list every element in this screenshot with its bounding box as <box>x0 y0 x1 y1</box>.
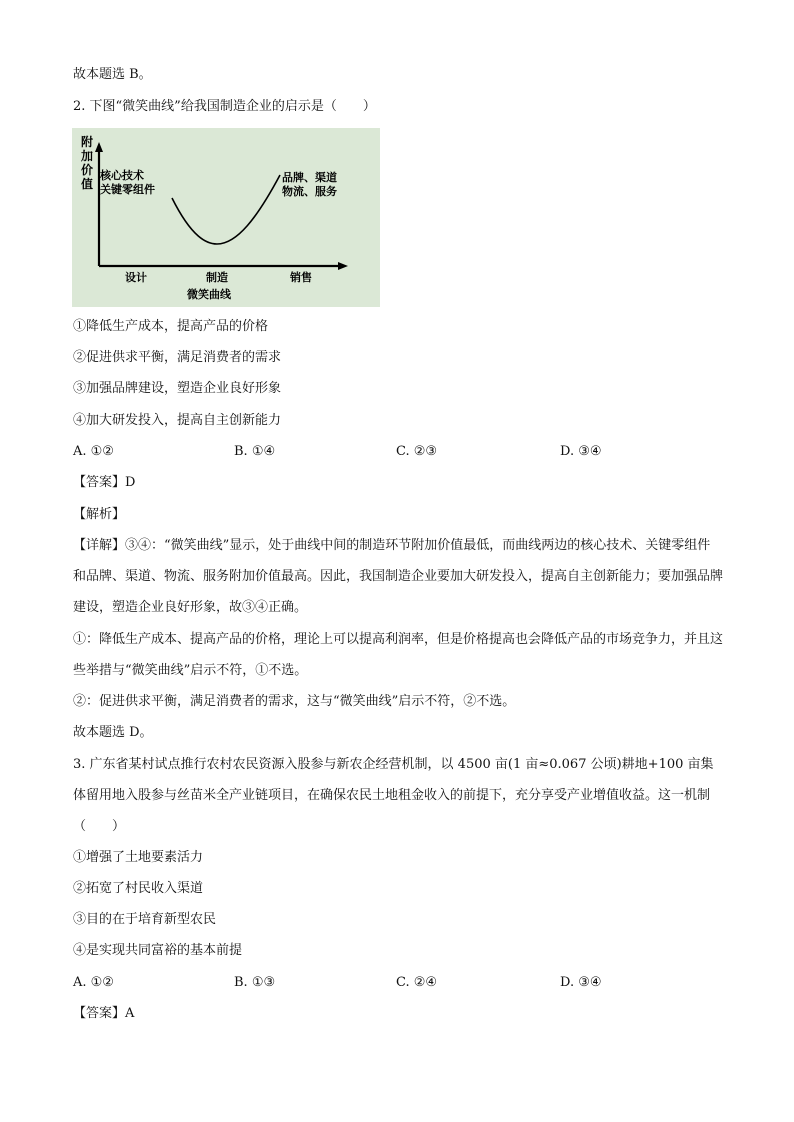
q3-option-d: D. ③④ <box>560 975 602 990</box>
q2-stem: 2. 下图“微笑曲线”给我国制造企业的启示是（ ） <box>73 99 376 114</box>
q2-option-b: B. ①④ <box>234 444 276 459</box>
q2-detail-2: ①：降低生产成本、提高产品的价格，理论上可以提高利润率，但是价格提高也会降低产品的市场竞争力，并且这些举措与“微笑曲线”启示不符，①不选。 <box>73 632 724 678</box>
q3-option-a: A. ①② <box>73 975 114 990</box>
q3-stem: 3. 广东省某村试点推行农村农民资源入股参与新农企经营机制，以 4500 亩(1 亩≈0.067 公顷)耕地+100 亩集体留用地入股参与丝苗米全产业链项目，在确保农民土地租金收入的前提下，充分享受产业增值收益。这一机制（ ） <box>73 757 714 834</box>
smile-curve-figure <box>72 128 380 307</box>
q2-option-a: A. ①② <box>73 444 114 459</box>
q2-option-d: D. ③④ <box>560 444 602 459</box>
q3-option-b: B. ①③ <box>234 975 276 990</box>
q3-statement-3: ③目的在于培育新型农民 <box>73 912 217 927</box>
q2-statement-4: ④加大研发投入，提高自主创新能力 <box>73 413 282 428</box>
q1-conclusion: 故本题选 B。 <box>73 67 152 82</box>
q3-statement-1: ①增强了土地要素活力 <box>73 850 204 865</box>
figure-title: 微笑曲线 <box>187 288 231 301</box>
right-label-2: 物流、服务 <box>282 185 337 198</box>
x-label-sales: 销售 <box>290 271 312 284</box>
q3-option-c: C. ②④ <box>396 975 438 990</box>
q2-option-c: C. ②③ <box>396 444 438 459</box>
x-label-manufacture: 制造 <box>206 271 228 284</box>
q3-answer: 【答案】A <box>73 1006 135 1021</box>
y-label-char-1: 附 <box>81 135 94 149</box>
q2-statement-3: ③加强品牌建设，塑造企业良好形象 <box>73 381 282 396</box>
y-label-char-3: 价 <box>81 163 94 177</box>
smile-curve <box>172 175 280 244</box>
y-axis-label <box>80 134 97 191</box>
q2-statement-2: ②促进供求平衡，满足消费者的需求 <box>73 350 282 365</box>
right-label-1: 品牌、渠道 <box>282 171 337 184</box>
x-label-design: 设计 <box>125 271 147 284</box>
q2-detail-3: ②：促进供求平衡，满足消费者的需求，这与“微笑曲线”启示不符，②不选。 <box>73 694 516 709</box>
y-label-char-4: 值 <box>81 177 94 191</box>
q2-detail-1: 【详解】③④：“微笑曲线”显示，处于曲线中间的制造环节附加价值最低，而曲线两边的核心技术、关键零组件和品牌、渠道、物流、服务附加价值最高。因此，我国制造企业要加大研发投入，提高自主创新能力；要加强品牌建设，塑造企业良好形象，故③④正确。 <box>73 538 724 615</box>
y-label-char-2: 加 <box>81 149 94 163</box>
smile-curve-chart <box>72 128 380 307</box>
x-axis-arrow <box>338 262 348 270</box>
q2-statement-1: ①降低生产成本，提高产品的价格 <box>73 319 269 334</box>
q2-conclusion: 故本题选 D。 <box>73 725 153 740</box>
q2-analysis-label: 【解析】 <box>73 507 126 522</box>
q3-statement-4: ④是实现共同富裕的基本前提 <box>73 943 243 958</box>
q3-statement-2: ②拓宽了村民收入渠道 <box>73 881 204 896</box>
q2-answer: 【答案】D <box>73 475 136 490</box>
left-label-2: 关键零组件 <box>100 183 155 196</box>
left-label-1: 核心技术 <box>100 169 144 182</box>
